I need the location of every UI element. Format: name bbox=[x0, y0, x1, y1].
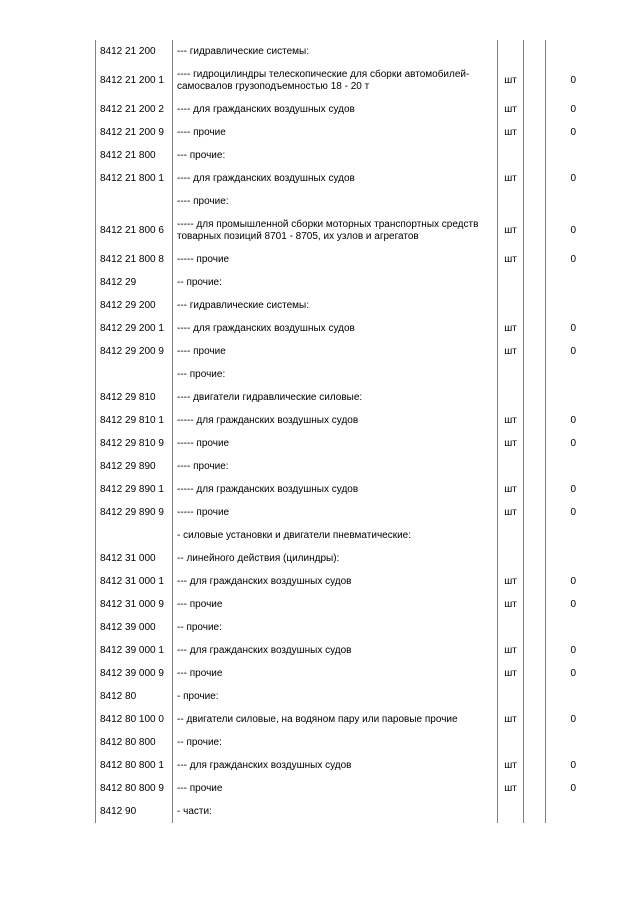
spacer-cell bbox=[524, 294, 546, 317]
rate-cell: 0 bbox=[546, 409, 601, 432]
spacer-cell bbox=[524, 98, 546, 121]
code-cell: 8412 31 000 9 bbox=[96, 593, 173, 616]
rate-cell: 0 bbox=[546, 213, 601, 248]
spacer-cell bbox=[524, 800, 546, 823]
rate-cell bbox=[546, 455, 601, 478]
description-cell: --- прочие: bbox=[173, 144, 498, 167]
table-row bbox=[96, 800, 601, 823]
table-row bbox=[96, 248, 601, 271]
rate-cell: 0 bbox=[546, 121, 601, 144]
spacer-cell bbox=[524, 432, 546, 455]
code-cell: 8412 39 000 1 bbox=[96, 639, 173, 662]
spacer-cell bbox=[524, 144, 546, 167]
table-row bbox=[96, 524, 601, 547]
unit-cell: шт bbox=[498, 478, 524, 501]
unit-cell bbox=[498, 363, 524, 386]
unit-cell: шт bbox=[498, 98, 524, 121]
code-cell: 8412 21 800 1 bbox=[96, 167, 173, 190]
description-cell: -- прочие: bbox=[173, 731, 498, 754]
table-row bbox=[96, 271, 601, 294]
code-cell: 8412 29 890 9 bbox=[96, 501, 173, 524]
unit-cell bbox=[498, 616, 524, 639]
table-row bbox=[96, 754, 601, 777]
description-cell: - прочие: bbox=[173, 685, 498, 708]
spacer-cell bbox=[524, 63, 546, 98]
unit-cell: шт bbox=[498, 777, 524, 800]
description-cell: -- линейного действия (цилиндры): bbox=[173, 547, 498, 570]
rate-cell: 0 bbox=[546, 478, 601, 501]
description-cell: ---- двигатели гидравлические силовые: bbox=[173, 386, 498, 409]
table-row bbox=[96, 144, 601, 167]
spacer-cell bbox=[524, 685, 546, 708]
rate-cell: 0 bbox=[546, 340, 601, 363]
table-row bbox=[96, 478, 601, 501]
code-cell bbox=[96, 363, 173, 386]
description-cell: ----- для гражданских воздушных судов bbox=[173, 409, 498, 432]
spacer-cell bbox=[524, 478, 546, 501]
spacer-cell bbox=[524, 190, 546, 213]
code-cell: 8412 29 890 bbox=[96, 455, 173, 478]
description-cell: -- прочие: bbox=[173, 616, 498, 639]
description-cell: ----- прочие bbox=[173, 432, 498, 455]
unit-cell: шт bbox=[498, 570, 524, 593]
unit-cell bbox=[498, 455, 524, 478]
table-row bbox=[96, 685, 601, 708]
table-row bbox=[96, 213, 601, 248]
unit-cell bbox=[498, 294, 524, 317]
table-row bbox=[96, 570, 601, 593]
unit-cell bbox=[498, 190, 524, 213]
table-row bbox=[96, 40, 601, 63]
spacer-cell bbox=[524, 271, 546, 294]
spacer-cell bbox=[524, 501, 546, 524]
spacer-cell bbox=[524, 40, 546, 63]
description-cell: --- прочие bbox=[173, 593, 498, 616]
unit-cell: шт bbox=[498, 317, 524, 340]
table-row bbox=[96, 363, 601, 386]
table-row bbox=[96, 317, 601, 340]
rate-cell: 0 bbox=[546, 248, 601, 271]
table-row bbox=[96, 501, 601, 524]
code-cell: 8412 80 800 1 bbox=[96, 754, 173, 777]
code-cell: 8412 31 000 bbox=[96, 547, 173, 570]
table-row bbox=[96, 294, 601, 317]
spacer-cell bbox=[524, 593, 546, 616]
spacer-cell bbox=[524, 386, 546, 409]
spacer-cell bbox=[524, 547, 546, 570]
rate-cell: 0 bbox=[546, 501, 601, 524]
code-cell bbox=[96, 524, 173, 547]
description-cell: ---- гидроцилиндры телескопические для сборки автомобилей-самосвалов грузоподъемностью 18 - 20 т bbox=[173, 63, 498, 98]
unit-cell bbox=[498, 800, 524, 823]
unit-cell: шт bbox=[498, 593, 524, 616]
description-cell: ---- для гражданских воздушных судов bbox=[173, 167, 498, 190]
rate-cell: 0 bbox=[546, 432, 601, 455]
unit-cell: шт bbox=[498, 432, 524, 455]
spacer-cell bbox=[524, 731, 546, 754]
rate-cell bbox=[546, 386, 601, 409]
code-cell: 8412 80 100 0 bbox=[96, 708, 173, 731]
code-cell: 8412 29 200 bbox=[96, 294, 173, 317]
rate-cell bbox=[546, 616, 601, 639]
description-cell: - силовые установки и двигатели пневматические: bbox=[173, 524, 498, 547]
spacer-cell bbox=[524, 639, 546, 662]
description-cell: ---- прочие: bbox=[173, 190, 498, 213]
spacer-cell bbox=[524, 363, 546, 386]
rate-cell bbox=[546, 40, 601, 63]
unit-cell bbox=[498, 40, 524, 63]
spacer-cell bbox=[524, 455, 546, 478]
code-cell: 8412 39 000 bbox=[96, 616, 173, 639]
unit-cell: шт bbox=[498, 63, 524, 98]
spacer-cell bbox=[524, 317, 546, 340]
code-cell: 8412 29 810 bbox=[96, 386, 173, 409]
unit-cell bbox=[498, 386, 524, 409]
table-row bbox=[96, 340, 601, 363]
table-row bbox=[96, 616, 601, 639]
code-cell: 8412 90 bbox=[96, 800, 173, 823]
code-cell: 8412 21 200 2 bbox=[96, 98, 173, 121]
code-cell bbox=[96, 190, 173, 213]
tariff-table-body bbox=[96, 40, 601, 823]
code-cell: 8412 39 000 9 bbox=[96, 662, 173, 685]
code-cell: 8412 21 800 bbox=[96, 144, 173, 167]
code-cell: 8412 29 890 1 bbox=[96, 478, 173, 501]
unit-cell: шт bbox=[498, 248, 524, 271]
description-cell: --- прочие: bbox=[173, 363, 498, 386]
rate-cell bbox=[546, 190, 601, 213]
unit-cell: шт bbox=[498, 662, 524, 685]
code-cell: 8412 80 800 9 bbox=[96, 777, 173, 800]
spacer-cell bbox=[524, 121, 546, 144]
unit-cell bbox=[498, 685, 524, 708]
description-cell: ----- для гражданских воздушных судов bbox=[173, 478, 498, 501]
spacer-cell bbox=[524, 248, 546, 271]
unit-cell bbox=[498, 547, 524, 570]
spacer-cell bbox=[524, 754, 546, 777]
table-row bbox=[96, 63, 601, 98]
rate-cell: 0 bbox=[546, 708, 601, 731]
unit-cell bbox=[498, 524, 524, 547]
table-row bbox=[96, 708, 601, 731]
description-cell: --- для гражданских воздушных судов bbox=[173, 754, 498, 777]
unit-cell: шт bbox=[498, 409, 524, 432]
rate-cell: 0 bbox=[546, 639, 601, 662]
table-row bbox=[96, 547, 601, 570]
code-cell: 8412 21 800 8 bbox=[96, 248, 173, 271]
rate-cell bbox=[546, 731, 601, 754]
table-row bbox=[96, 593, 601, 616]
rate-cell bbox=[546, 524, 601, 547]
rate-cell: 0 bbox=[546, 167, 601, 190]
tariff-table bbox=[95, 40, 601, 823]
rate-cell: 0 bbox=[546, 754, 601, 777]
code-cell: 8412 29 810 9 bbox=[96, 432, 173, 455]
table-row bbox=[96, 639, 601, 662]
unit-cell: шт bbox=[498, 340, 524, 363]
unit-cell: шт bbox=[498, 167, 524, 190]
spacer-cell bbox=[524, 570, 546, 593]
table-row bbox=[96, 167, 601, 190]
unit-cell bbox=[498, 271, 524, 294]
description-cell: --- для гражданских воздушных судов bbox=[173, 639, 498, 662]
code-cell: 8412 21 800 6 bbox=[96, 213, 173, 248]
code-cell: 8412 29 bbox=[96, 271, 173, 294]
rate-cell bbox=[546, 144, 601, 167]
table-row bbox=[96, 455, 601, 478]
spacer-cell bbox=[524, 616, 546, 639]
unit-cell: шт bbox=[498, 213, 524, 248]
code-cell: 8412 80 bbox=[96, 685, 173, 708]
rate-cell bbox=[546, 685, 601, 708]
spacer-cell bbox=[524, 409, 546, 432]
description-cell: -- прочие: bbox=[173, 271, 498, 294]
description-cell: ----- прочие bbox=[173, 248, 498, 271]
table-row bbox=[96, 386, 601, 409]
unit-cell: шт bbox=[498, 639, 524, 662]
spacer-cell bbox=[524, 708, 546, 731]
description-cell: --- гидравлические системы: bbox=[173, 40, 498, 63]
code-cell: 8412 21 200 bbox=[96, 40, 173, 63]
description-cell: --- прочие bbox=[173, 662, 498, 685]
unit-cell: шт bbox=[498, 121, 524, 144]
table-row bbox=[96, 190, 601, 213]
table-row bbox=[96, 432, 601, 455]
description-cell: ---- прочие: bbox=[173, 455, 498, 478]
code-cell: 8412 21 200 1 bbox=[96, 63, 173, 98]
rate-cell: 0 bbox=[546, 593, 601, 616]
table-row bbox=[96, 98, 601, 121]
unit-cell: шт bbox=[498, 754, 524, 777]
spacer-cell bbox=[524, 167, 546, 190]
code-cell: 8412 29 200 1 bbox=[96, 317, 173, 340]
description-cell: ----- прочие bbox=[173, 501, 498, 524]
description-cell: --- гидравлические системы: bbox=[173, 294, 498, 317]
rate-cell bbox=[546, 800, 601, 823]
spacer-cell bbox=[524, 524, 546, 547]
spacer-cell bbox=[524, 777, 546, 800]
rate-cell: 0 bbox=[546, 317, 601, 340]
rate-cell: 0 bbox=[546, 63, 601, 98]
rate-cell bbox=[546, 294, 601, 317]
description-cell: ---- для гражданских воздушных судов bbox=[173, 98, 498, 121]
spacer-cell bbox=[524, 213, 546, 248]
table-row bbox=[96, 409, 601, 432]
spacer-cell bbox=[524, 662, 546, 685]
table-row bbox=[96, 662, 601, 685]
unit-cell bbox=[498, 731, 524, 754]
code-cell: 8412 29 200 9 bbox=[96, 340, 173, 363]
table-row bbox=[96, 777, 601, 800]
code-cell: 8412 80 800 bbox=[96, 731, 173, 754]
code-cell: 8412 31 000 1 bbox=[96, 570, 173, 593]
spacer-cell bbox=[524, 340, 546, 363]
unit-cell bbox=[498, 144, 524, 167]
table-row bbox=[96, 121, 601, 144]
description-cell: --- прочие bbox=[173, 777, 498, 800]
description-cell: --- для гражданских воздушных судов bbox=[173, 570, 498, 593]
description-cell: ---- прочие bbox=[173, 121, 498, 144]
description-cell: - части: bbox=[173, 800, 498, 823]
rate-cell bbox=[546, 547, 601, 570]
rate-cell bbox=[546, 271, 601, 294]
rate-cell: 0 bbox=[546, 777, 601, 800]
unit-cell: шт bbox=[498, 708, 524, 731]
description-cell: -- двигатели силовые, на водяном пару или паровые прочие bbox=[173, 708, 498, 731]
rate-cell: 0 bbox=[546, 570, 601, 593]
description-cell: ---- прочие bbox=[173, 340, 498, 363]
code-cell: 8412 29 810 1 bbox=[96, 409, 173, 432]
description-cell: ----- для промышленной сборки моторных транспортных средств товарных позиций 8701 - 8705, их узлов и агрегатов bbox=[173, 213, 498, 248]
rate-cell: 0 bbox=[546, 662, 601, 685]
code-cell: 8412 21 200 9 bbox=[96, 121, 173, 144]
unit-cell: шт bbox=[498, 501, 524, 524]
description-cell: ---- для гражданских воздушных судов bbox=[173, 317, 498, 340]
table-row bbox=[96, 731, 601, 754]
rate-cell: 0 bbox=[546, 98, 601, 121]
rate-cell bbox=[546, 363, 601, 386]
